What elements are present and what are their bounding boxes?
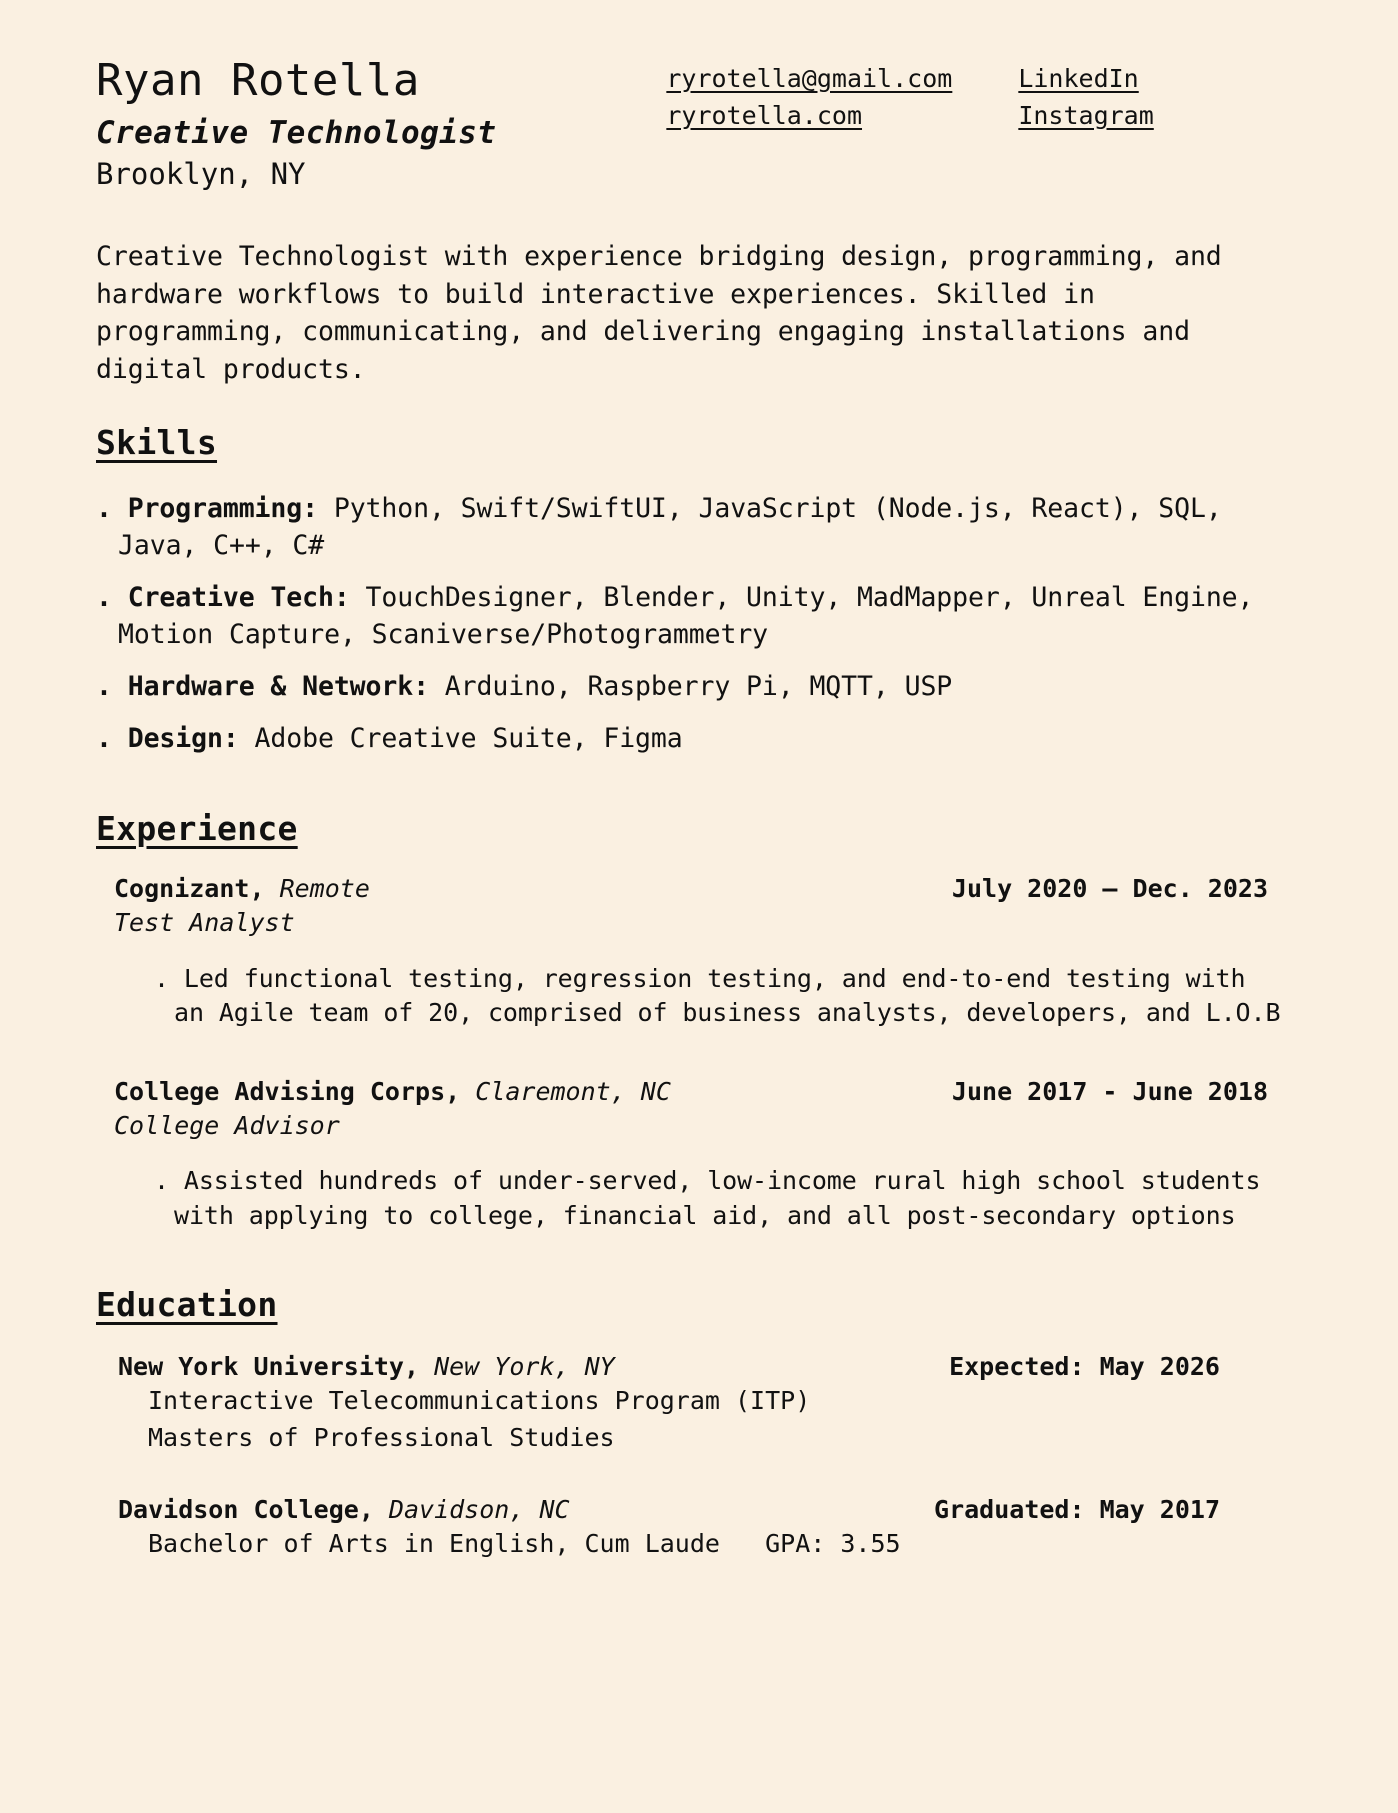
education-entry-header (96, 1495, 1288, 1524)
skill-category-label: Design: (127, 722, 239, 754)
header-location: Brooklyn, NY (96, 157, 306, 192)
contact-column-social (1018, 62, 1153, 132)
page-title: Ryan Rotella (96, 55, 420, 106)
skills-section (96, 423, 1288, 758)
skill-category-label: Hardware & Network: (127, 671, 429, 703)
employer-location: Claremont, NC (460, 1076, 671, 1106)
employer-name (114, 1077, 671, 1106)
education-entries (96, 1352, 1288, 1561)
contact-links (496, 48, 1288, 132)
education-entry (96, 1495, 1288, 1561)
program-name: Interactive Telecommunications Program (ITP) (148, 1386, 811, 1416)
graduation-date: Graduated: May 2017 (934, 1495, 1220, 1525)
employer-label: Cognizant, (114, 874, 265, 904)
degree-name: Masters of Professional Studies (148, 1423, 615, 1453)
school-label: New York University, (118, 1352, 420, 1382)
degree-name: Bachelor of Arts in English, Cum Laude GPA: 3.55 (148, 1529, 901, 1559)
bullet-icon: . (96, 722, 112, 754)
experience-entry (96, 874, 1288, 1031)
school-label: Davidson College, (118, 1495, 374, 1525)
contact-column-primary (666, 62, 952, 132)
employment-dates: June 2017 - June 2018 (951, 1076, 1268, 1106)
school-location: New York, NY (419, 1352, 615, 1382)
list-item (96, 720, 1288, 758)
skills-heading: Skills (96, 422, 218, 462)
list-item: . Assisted hundreds of under-served, low-income rural high school students with applying to college, financial aid, and all post-secondary options (154, 1166, 1261, 1230)
bullet-icon: . (96, 492, 112, 524)
instagram-link[interactable]: Instagram (1018, 101, 1154, 130)
list-item (96, 668, 1288, 706)
skill-category-label: Creative Tech: (127, 581, 350, 613)
list-item: . Led functional testing, regression testing, and end-to-end testing with an Agile team of 20, comprised of business analysts, developers, and L.O.B (154, 963, 1281, 1028)
experience-entry (96, 1077, 1288, 1234)
skill-category-value: Adobe Creative Suite, Figma (238, 722, 683, 754)
professional-summary: Creative Technologist with experience bridging design, programming, and hardware workflows to build interactive experiences. Skilled in programming, communicating, and delivering engaging installations and digital products. (96, 241, 1222, 385)
experience-bullets (96, 962, 1288, 1031)
professional-title: Creative Technologist (96, 114, 497, 151)
job-title: Test Analyst (114, 908, 295, 938)
education-entry (96, 1352, 1288, 1455)
email-link[interactable]: ryrotella@gmail.com (666, 64, 953, 93)
education-heading: Education (96, 1285, 278, 1325)
school-name (118, 1352, 615, 1381)
job-title: College Advisor (114, 1110, 340, 1140)
experience-heading: Experience (96, 809, 298, 849)
bullet-icon: . (96, 671, 112, 703)
school-name (118, 1495, 570, 1524)
employer-name (114, 874, 370, 903)
graduation-date: Expected: May 2026 (949, 1352, 1220, 1382)
skills-list (96, 490, 1288, 758)
website-link[interactable]: ryrotella.com (666, 101, 863, 130)
list-item (96, 579, 1288, 654)
education-section (96, 1285, 1288, 1561)
employer-label: College Advising Corps, (114, 1076, 461, 1106)
resume-header (96, 48, 1288, 194)
skill-category-label: Programming: (127, 492, 318, 524)
experience-entries (96, 874, 1288, 1233)
experience-entry-header (96, 874, 1288, 903)
experience-section (96, 809, 1288, 1233)
school-location: Davidson, NC (373, 1495, 570, 1525)
skill-category-value: TouchDesigner, Blender, Unity, MadMapper, Unreal Engine, Motion Capture, Scaniverse/Photogrammetry (118, 581, 1254, 651)
employment-dates: July 2020 – Dec. 2023 (951, 874, 1268, 904)
bullet-icon: . (96, 581, 112, 613)
experience-entry-header (96, 1077, 1288, 1106)
education-entry-header (96, 1352, 1288, 1381)
linkedin-link[interactable]: LinkedIn (1018, 64, 1139, 93)
list-item (96, 490, 1288, 565)
experience-bullets (96, 1164, 1288, 1233)
header-identity (96, 48, 496, 194)
skill-category-value: Arduino, Raspberry Pi, MQTT, USP (428, 671, 953, 703)
employer-location: Remote (264, 874, 370, 904)
skill-category-value: Python, Swift/SwiftUI, JavaScript (Node.js, React), SQL, Java, C++, C# (118, 492, 1222, 562)
